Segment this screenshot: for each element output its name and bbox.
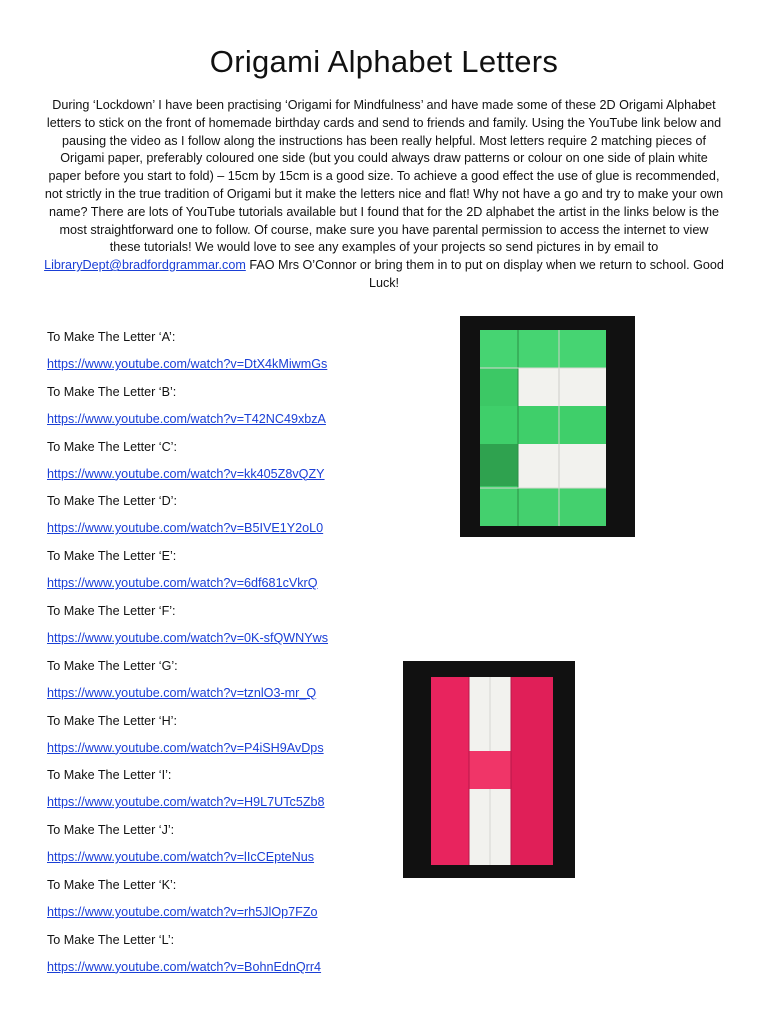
letter-label: To Make The Letter ‘G’: — [47, 658, 178, 673]
youtube-link[interactable]: https://www.youtube.com/watch?v=6df681cVkrQ — [47, 576, 318, 591]
youtube-link[interactable]: https://www.youtube.com/watch?v=tznlO3-mr_Q — [47, 685, 317, 700]
list-item — [47, 876, 427, 931]
list-item — [47, 383, 427, 438]
pink-crossbar — [469, 751, 511, 789]
youtube-link[interactable]: https://www.youtube.com/watch?v=B5IVE1Y2oL0 — [47, 521, 324, 536]
youtube-link[interactable]: https://www.youtube.com/watch?v=DtX4kMiwmGs — [47, 357, 328, 371]
youtube-link[interactable]: https://www.youtube.com/watch?v=kk405Z8vQZY — [47, 466, 325, 481]
letter-label: To Make The Letter ‘D’: — [47, 494, 177, 509]
list-item — [47, 657, 427, 712]
list-item — [47, 712, 427, 767]
youtube-link[interactable]: https://www.youtube.com/watch?v=T42NC49xbzA — [47, 411, 326, 426]
intro-paragraph — [44, 97, 724, 293]
list-item — [47, 328, 427, 383]
list-item — [47, 547, 427, 602]
green-middle-bar — [480, 406, 606, 444]
origami-letter-h-photo — [403, 661, 575, 878]
letter-label: To Make The Letter ‘H’: — [47, 713, 177, 728]
list-item — [47, 766, 427, 821]
youtube-link[interactable]: https://www.youtube.com/watch?v=P4iSH9AvDps — [47, 740, 324, 755]
letter-label: To Make The Letter ‘C’: — [47, 439, 177, 454]
letter-label: To Make The Letter ‘K’: — [47, 877, 177, 892]
youtube-link[interactable]: https://www.youtube.com/watch?v=BohnEdnQrr4 — [47, 959, 322, 974]
pink-left-leg — [431, 677, 469, 865]
list-item — [47, 602, 427, 657]
links-list — [47, 328, 427, 986]
intro-text: During ‘Lockdown’ I have been practising ‘Origami for Mindfulness’ and have made some of these 2D Origami Alphabet letters to stick on the front of homemade birthday cards and send to friends and family. Using the YouTube link below and pausing the video as I follow along the instructions has been really helpful. Most letters require 2 matching pieces of Origami paper, preferably coloured one side (but you could always draw patterns or colour on one side of plain white paper before you start to fold) – 15cm by 15cm is a good size. To achieve a good effect the use of glue is recommended, not strictly in the true tradition of Origami but it make the letters nice and flat! Why not have a go and try to make your own name? There are lots of YouTube tutorials available but I found that for the 2D alphabet the artist in the links below is the most straightforward one to follow. Of course, make sure you have parental permission to access the internet to view these tutorials! We would love to see any examples of your projects so send pictures in by email to — [44, 98, 724, 255]
youtube-link[interactable]: https://www.youtube.com/watch?v=H9L7UTc5Zb8 — [47, 795, 325, 810]
origami-letter-e-photo — [460, 316, 635, 537]
letter-label: To Make The Letter ‘J’: — [47, 823, 175, 838]
letter-label: To Make The Letter ‘A’: — [47, 330, 176, 344]
letter-label: To Make The Letter ‘B’: — [47, 384, 177, 399]
letter-label: To Make The Letter ‘F’: — [47, 603, 176, 618]
green-bottom-bar — [480, 488, 606, 526]
page-title: Origami Alphabet Letters — [209, 44, 559, 79]
youtube-link[interactable]: https://www.youtube.com/watch?v=lIcCEpteNus — [47, 850, 315, 865]
letter-label: To Make The Letter ‘E’: — [47, 549, 177, 564]
green-top-bar — [480, 330, 606, 368]
intro-text-end: FAO Mrs O’Connor or bring them in to put on display when we return to school. Good Luck! — [245, 258, 724, 290]
youtube-link[interactable]: https://www.youtube.com/watch?v=rh5JlOp7FZo — [47, 904, 318, 919]
pink-right-leg — [511, 677, 553, 865]
list-item — [47, 492, 427, 547]
letter-label: To Make The Letter ‘I’: — [47, 768, 172, 783]
list-item — [47, 438, 427, 493]
letter-label: To Make The Letter ‘L’: — [47, 932, 175, 947]
youtube-link[interactable]: https://www.youtube.com/watch?v=0K-sfQWNYws — [47, 630, 329, 645]
email-link[interactable]: LibraryDept@bradfordgrammar.com — [44, 258, 246, 273]
list-item — [47, 931, 427, 986]
list-item — [47, 821, 427, 876]
